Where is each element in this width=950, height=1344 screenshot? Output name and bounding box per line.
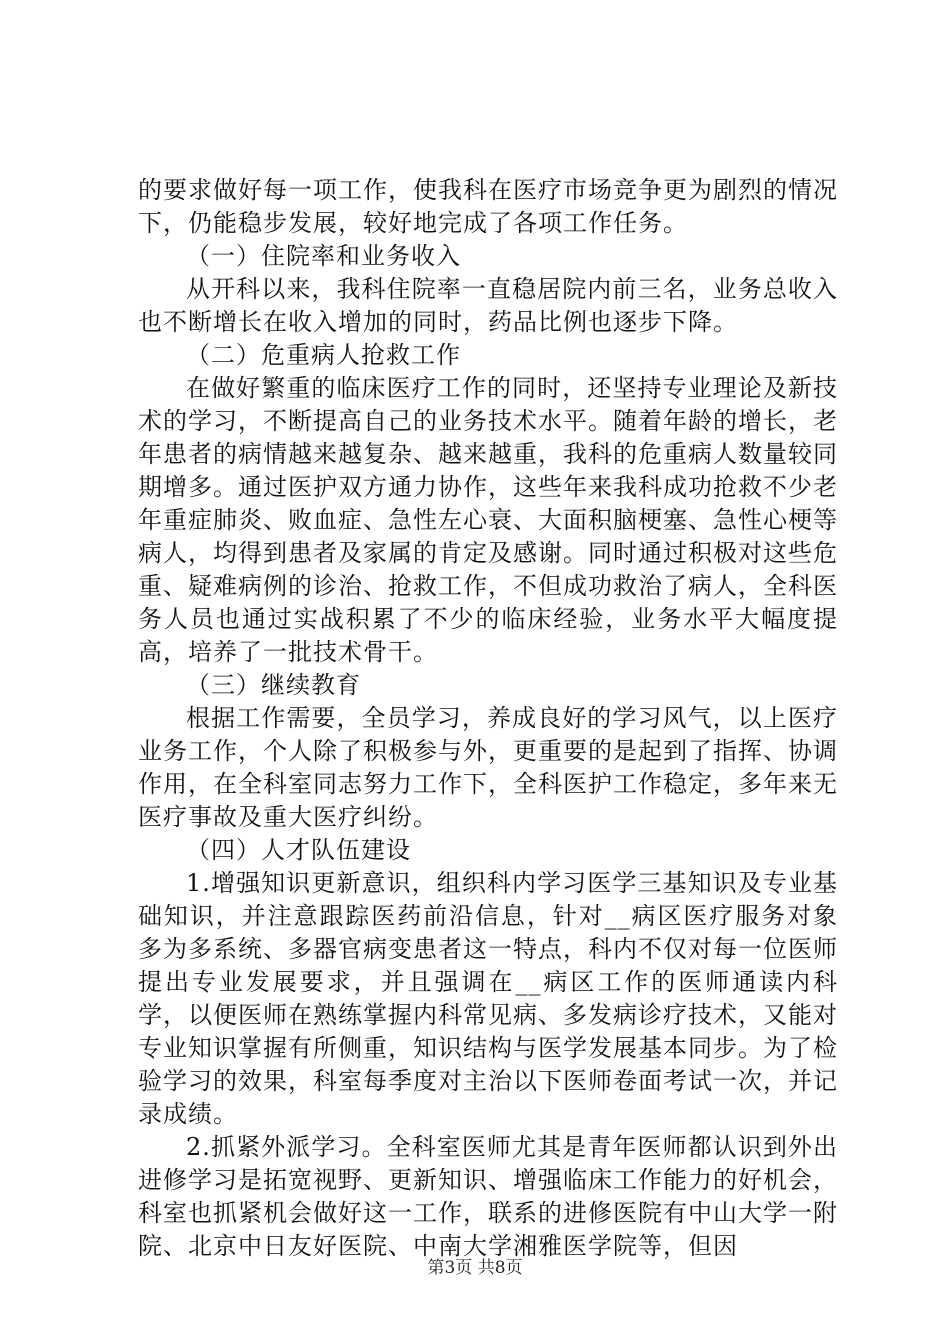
section-heading-3: （三）继续教育 (186, 671, 361, 699)
page-number-footer: 第3页 共8页 (427, 1258, 523, 1278)
paragraph: 从开科以来，我科住院率一直稳居院内前三名，业务总收入也不断增长在收入增加的同时，药品比例也逐步下降。 (138, 275, 838, 336)
document-body (138, 174, 838, 1263)
section-heading-4: （四）人才队伍建设 (186, 836, 411, 864)
section-heading-1: （一）住院率和业务收入 (186, 242, 461, 270)
paragraph: 在做好繁重的临床医疗工作的同时，还坚持专业理论及新技术的学习，不断提高自己的业务技术水平。随着年龄的增长，老年患者的病情越来越复杂、越来越重，我科的危重病人数量较同期增多。通过医护双方通力协作，这些年来我科成功抢救不少老年重症肺炎、败血症、急性左心衰、大面积脑梗塞、急性心梗等病人，均得到患者及家属的肯定及感谢。同时通过积极对这些危重、疑难病例的诊治、抢救工作，不但成功救治了病人，全科医务人员也通过实战积累了不少的临床经验，业务水平大幅度提高，培养了一批技术骨干。 (138, 374, 838, 666)
paragraph: 2.抓紧外派学习。全科室医师尤其是青年医师都认识到外出进修学习是拓宽视野、更新知识、增强临床工作能力的好机会，科室也抓紧机会做好这一工作，联系的进修医院有中山大学一附院、北京中日友好医院、中南大学湘雅医学院等，但因 (138, 1133, 838, 1260)
paragraph: 1.增强知识更新意识，组织科内学习医学三基知识及专业基础知识，并注意跟踪医药前沿信息，针对__病区医疗服务对象多为多系统、多器官病变患者这一特点，科内不仅对每一位医师提出专业发展要求，并且强调在__病区工作的医师通读内科学，以便医师在熟练掌握内科常见病、多发病诊疗技术，又能对专业知识掌握有所侧重，知识结构与医学发展基本同步。为了检验学习的效果，科室每季度对主治以下医师卷面考试一次，并记录成绩。 (138, 869, 838, 1128)
paragraph: 根据工作需要，全员学习，养成良好的学习风气，以上医疗业务工作，个人除了积极参与外，更重要的是起到了指挥、协调作用，在全科室同志努力工作下，全科医护工作稳定，多年来无医疗事故及重大医疗纠纷。 (138, 704, 838, 831)
section-heading-2: （二）危重病人抢救工作 (186, 341, 461, 369)
paragraph-continued: 的要求做好每一项工作，使我科在医疗市场竞争更为剧烈的情况下，仍能稳步发展，较好地完成了各项工作任务。 (138, 176, 838, 237)
